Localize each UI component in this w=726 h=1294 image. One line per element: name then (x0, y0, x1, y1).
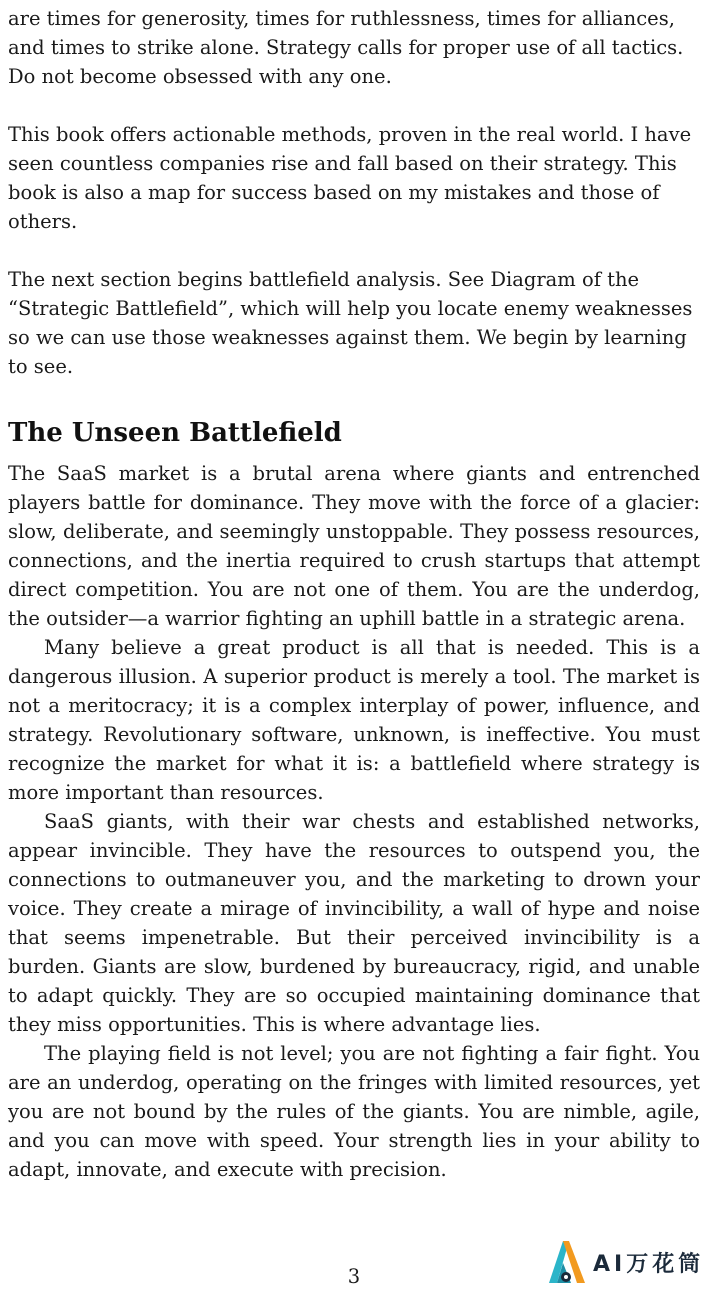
intro-paragraph-3: The next section begins battlefield analysis. See Diagram of the “Strategic Battlefield”, which will help you locate enemy weaknesses so we can use those weaknesses against them. We begin by learning to see. (8, 268, 693, 378)
watermark-text: AI万花筒 (593, 1251, 705, 1277)
section-heading: The Unseen Battlefield (8, 418, 342, 448)
intro-paragraph-2: This book offers actionable methods, proven in the real world. I have seen countless companies rise and fall based on their strategy. This book is also a map for success based on my mistakes and those of others. (8, 123, 692, 233)
body-paragraph-1: The SaaS market is a brutal arena where giants and entrenched players battle for dominance. They move with the force of a glacier: slow, deliberate, and seemingly unstoppable. They possess resources, connections, and the inertia required to crush startups that attempt direct competition. You are not one of them. You are the underdog, the outsider—a warrior fighting an uphill battle in a strategic arena. (8, 462, 700, 630)
body-paragraph-4: The playing field is not level; you are not fighting a fair fight. You are an underdog, operating on the fringes with limited resources, yet you are not bound by the rules of the giants. You are nimble, agile, and you can move with speed. Your strength lies in your ability to adapt, innovate, and execute with precision. (8, 1042, 700, 1181)
document-page (8, 4, 700, 1184)
body-paragraph-3: SaaS giants, with their war chests and established networks, appear invincible. They have the resources to outspend you, the connections to outmaneuver you, and the marketing to drown your voice. They create a mirage of invincibility, a wall of hype and noise that seems impenetrable. But their perceived invincibility is a burden. Giants are slow, burdened by bureaucracy, rigid, and unable to adapt quickly. They are so occupied maintaining dominance that they miss opportunities. This is where advantage lies. (8, 810, 700, 1036)
page-number: 3 (347, 1265, 361, 1288)
intro-paragraph-1: are times for generosity, times for ruthlessness, times for alliances, and times to strike alone. Strategy calls for proper use of all tactics. Do not become obsessed with any one. (8, 7, 684, 88)
kaleidoscope-logo-icon (545, 1237, 589, 1287)
body-paragraph-2: Many believe a great product is all that is needed. This is a dangerous illusion. A superior product is merely a tool. The market is not a meritocracy; it is a complex interplay of power, influence, and strategy. Revolutionary software, unknown, is ineffective. You must recognize the market for what it is: a battlefield where strategy is more important than resources. (8, 636, 700, 804)
watermark (545, 1236, 715, 1288)
